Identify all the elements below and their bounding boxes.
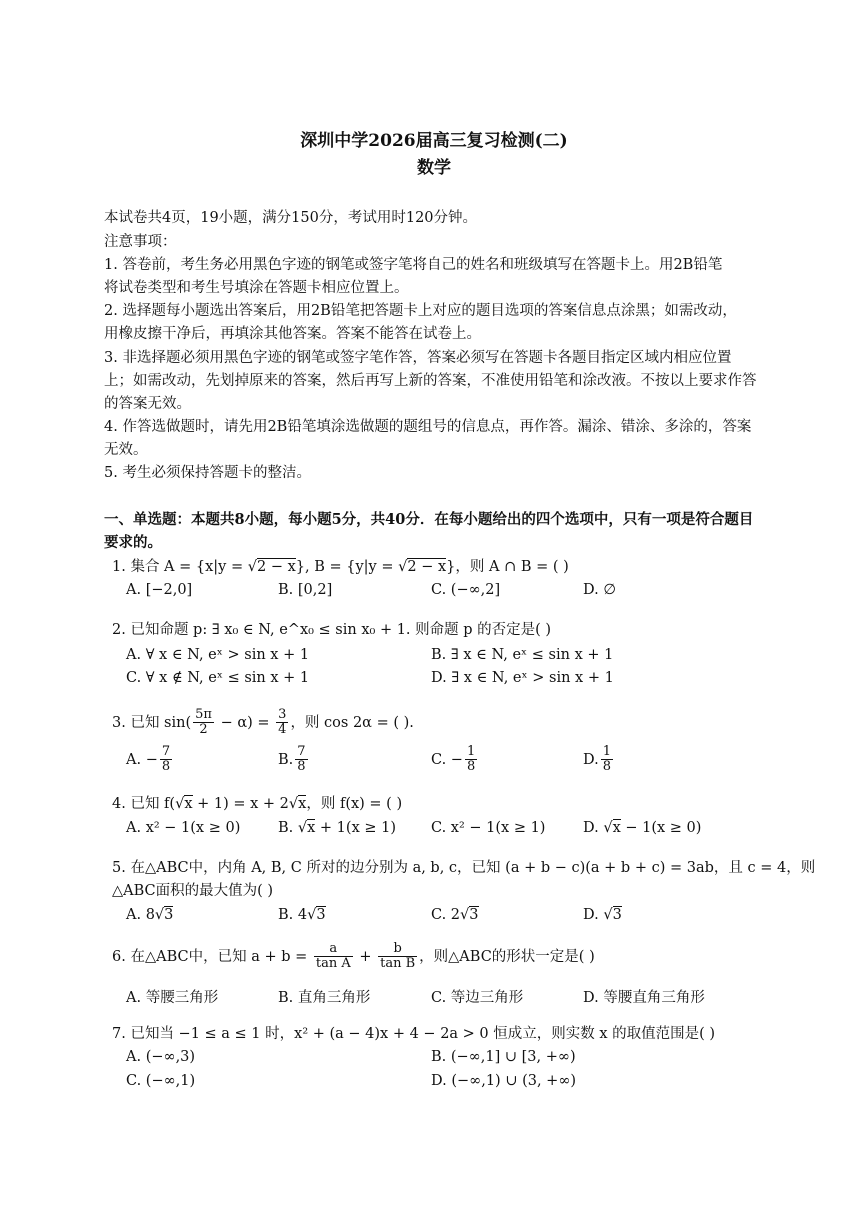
q1-option-c: C. (−∞,2] (431, 582, 501, 598)
fraction: $\frac{a}{\text{tan A}}$ (315, 941, 351, 972)
q4-option-c: C. x² − 1(x ≥ 1) (431, 820, 546, 836)
question-4-stem: 4. 已知 f(√x + 1) = x + 2√x，则 f(x) = ( ) (112, 796, 403, 812)
q1-option-b: B. [0,2] (278, 582, 333, 598)
fraction: $\frac{3}{4}$ (278, 707, 287, 738)
notice-line: 将试卷类型和考生号填涂在答题卡相应位置上。 (104, 280, 409, 296)
fraction: $\frac{b}{\text{tan B}}$ (380, 941, 416, 972)
q4-option-d: D. √x − 1(x ≥ 0) (583, 820, 702, 836)
q7-option-a: A. (−∞,3) (126, 1049, 196, 1065)
q2-option-c: C. ∀ x ∉ N, eˣ ≤ sin x + 1 (126, 670, 310, 686)
q6-option-a: A. 等腰三角形 (126, 990, 219, 1006)
q2-option-d: D. ∃ x ∈ N, eˣ > sin x + 1 (431, 670, 614, 686)
q6-option-d: D. 等腰直角三角形 (583, 990, 705, 1006)
exam-title: 深圳中学2026届高三复习检测(二) (300, 131, 568, 151)
q7-option-c: C. (−∞,1) (126, 1073, 196, 1089)
notice-line: 3. 非选择题必须用黑色字迹的钢笔或签字笔作答，答案必须写在答题卡各题目指定区域内相应位置 (104, 350, 732, 366)
q3-option-b: B. $\frac{7}{8}$ (278, 744, 306, 775)
section-heading: 一、单选题：本题共8小题，每小题5分，共40分．在每小题给出的四个选项中，只有一项是符合题目 (104, 511, 754, 528)
exam-subject: 数学 (417, 158, 451, 178)
notice-line: 2. 选择题每小题选出答案后，用2B铅笔把答题卡上对应的题目选项的答案信息点涂黑；如需改动， (104, 303, 737, 319)
notice-line: 1. 答卷前，考生务必用黑色字迹的钢笔或签字笔将自己的姓名和班级填写在答题卡上。用2B铅笔 (104, 257, 723, 273)
notice-line: 的答案无效。 (104, 396, 191, 412)
notice-line: 用橡皮擦干净后，再填涂其他答案。答案不能答在试卷上。 (104, 326, 481, 342)
q5-option-b: B. 4√3 (278, 907, 326, 923)
q2-option-a: A. ∀ x ∈ N, eˣ > sin x + 1 (126, 647, 310, 663)
sqrt-expression: x (184, 796, 193, 812)
question-2-stem: 2. 已知命题 p: ∃ x₀ ∈ N, e^x₀ ≤ sin x₀ + 1. 则命题 p 的否定是( ) (112, 622, 552, 638)
q1-option-d: D. ∅ (583, 582, 616, 598)
q2-option-b: B. ∃ x ∈ N, eˣ ≤ sin x + 1 (431, 647, 614, 663)
q3-option-c: C. − $\frac{1}{8}$ (431, 744, 476, 775)
q5-option-a: A. 8√3 (126, 907, 174, 923)
q4-option-b: B. √x + 1(x ≥ 1) (278, 820, 396, 836)
sqrt-expression: 2 − x (407, 559, 447, 575)
q5-option-d: D. √3 (583, 907, 622, 923)
notice-line: 无效。 (104, 442, 148, 458)
q3-option-a: A. − $\frac{7}{8}$ (126, 744, 171, 775)
notice-heading: 注意事项： (104, 234, 177, 250)
fraction: $\frac{5\pi}{2}$ (195, 707, 212, 738)
question-3-stem: 3. 已知 sin( $\frac{5\pi}{2}$ − α) = $\frac{3}{4}$ ，则 cos 2α = ( ). (112, 707, 414, 738)
q6-option-c: C. 等边三角形 (431, 990, 524, 1006)
question-5-stem: 5. 在△ABC中，内角 A, B, C 所对的边分别为 a, b, c，已知 (a + b − c)(a + b + c) = 3ab，且 c = 4，则 (112, 860, 816, 876)
notice-line: 5. 考生必须保持答题卡的整洁。 (104, 465, 311, 481)
q5-option-c: C. 2√3 (431, 907, 479, 923)
exam-info: 本试卷共4页，19小题，满分150分，考试用时120分钟。 (104, 210, 478, 226)
q7-option-d: D. (−∞,1) ∪ (3, +∞) (431, 1073, 577, 1089)
sqrt-expression: x (298, 796, 307, 812)
question-6-stem: 6. 在△ABC中，已知 a + b = $\frac{a}{\text{tan A}}$ + $\frac{b}{\text{tan B}}$ ，则△ABC的形状一定是( ) (112, 941, 595, 972)
question-5-stem-cont: △ABC面积的最大值为( ) (112, 883, 274, 899)
q6-option-b: B. 直角三角形 (278, 990, 371, 1006)
question-1-stem: 1. 集合 A = {x|y = √2 − x}, B = {y|y = √2 − x}，则 A ∩ B = ( ) (112, 559, 569, 575)
q1-option-a: A. [−2,0] (126, 582, 193, 598)
section-heading-cont: 要求的。 (104, 534, 162, 551)
notice-line: 4. 作答选做题时，请先用2B铅笔填涂选做题的题组号的信息点，再作答。漏涂、错涂、多涂的，答案 (104, 419, 752, 435)
question-7-stem: 7. 已知当 −1 ≤ a ≤ 1 时，x² + (a − 4)x + 4 − 2a > 0 恒成立，则实数 x 的取值范围是( ) (112, 1026, 716, 1042)
notice-line: 上；如需改动，先划掉原来的答案，然后再写上新的答案，不准使用铅笔和涂改液。不按以上要求作答 (104, 373, 757, 389)
q4-option-a: A. x² − 1(x ≥ 0) (126, 820, 241, 836)
q3-option-d: D. $\frac{1}{8}$ (583, 744, 611, 775)
sqrt-expression: 2 − x (257, 559, 296, 575)
q7-option-b: B. (−∞,1] ∪ [3, +∞) (431, 1049, 576, 1065)
